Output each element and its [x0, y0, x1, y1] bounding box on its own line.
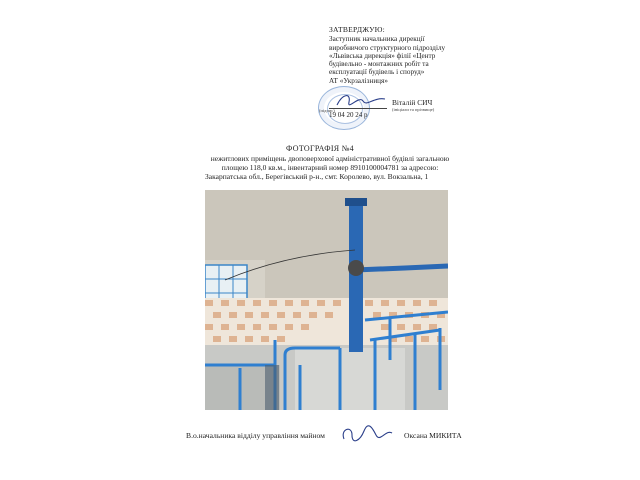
approval-line: Заступник начальника дирекції	[329, 35, 425, 44]
footer-handwritten-signature	[338, 423, 394, 445]
approval-line: будівельно - монтажних робіт та	[329, 60, 429, 69]
approval-date: 19 04 20 24 р	[329, 111, 368, 119]
signer-note: (ініціали та прізвище)	[392, 107, 435, 112]
description-line: площею 118,0 кв.м., інвентарний номер 8910100004781 за адресою:	[221, 163, 439, 173]
document-title: ФОТОГРАФІЯ №4	[286, 144, 354, 153]
approval-line: виробничого структурного підрозділу	[329, 43, 446, 52]
signer-name: Віталій СИЧ	[392, 98, 433, 107]
approval-heading: ЗАТВЕРДЖУЮ:	[329, 25, 385, 34]
signature-label: (підпис)	[319, 108, 335, 113]
description-block	[205, 154, 455, 182]
approval-signature-row	[319, 95, 489, 129]
description-line: нежитлових приміщень двоповерхової адміністративної будівлі загальною	[210, 154, 450, 163]
description-line: Закарпатська обл., Берегівський р-н., смт. Королево, вул. Вокзальна, 1	[205, 172, 429, 182]
footer-signature	[186, 431, 486, 449]
footer-role: В.о.начальника відділу управління майном	[186, 431, 325, 440]
signature-line	[329, 108, 387, 109]
building-photo	[205, 190, 448, 410]
approval-line: «Львівська дирекція» філії «Центр	[329, 51, 436, 60]
approver-signature	[333, 91, 393, 109]
footer-name: Оксана МИКИТА	[404, 431, 462, 440]
approval-block	[329, 26, 479, 85]
approval-line: експлуатації будівель і споруд»	[329, 68, 425, 77]
approval-line: АТ «Укрзалізниця»	[329, 76, 388, 85]
